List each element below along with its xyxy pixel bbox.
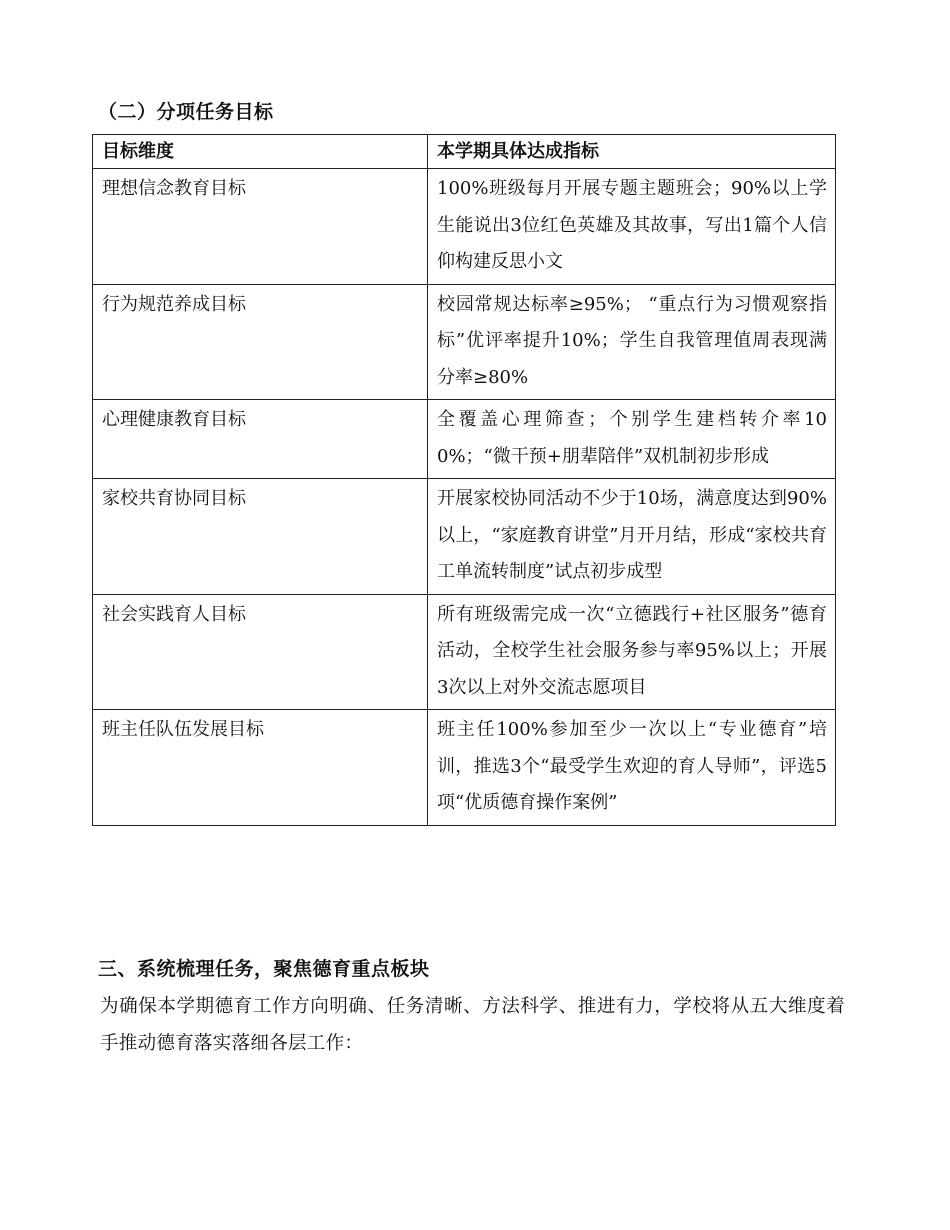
row-dimension: 行为规范养成目标 (93, 284, 428, 400)
row-indicator: 开展家校协同活动不少于10场，满意度达到90%以上，“家庭教育讲堂”月开月结，形成“家校共育工单流转制度”试点初步成型 (428, 479, 836, 595)
header-indicator: 本学期具体达成指标 (428, 135, 836, 169)
table-row (93, 400, 836, 479)
table-row (93, 594, 836, 710)
body-paragraph: 为确保本学期德育工作方向明确、任务清晰、方法科学、推进有力，学校将从五大维度着手推动德育落实落细各层工作： (100, 996, 845, 1054)
header-dimension: 目标维度 (93, 135, 428, 169)
row-dimension: 家校共育协同目标 (93, 479, 428, 595)
task-targets-table (92, 134, 836, 826)
row-indicator: 校园常规达标率≥95%； “重点行为习惯观察指标”优评率提升10%；学生自我管理值周表现满分率≥80% (428, 284, 836, 400)
table-row (93, 284, 836, 400)
row-dimension: 社会实践育人目标 (93, 594, 428, 710)
table-header-row (93, 135, 836, 169)
row-indicator: 100%班级每月开展专题主题班会；90%以上学生能说出3位红色英雄及其故事，写出1篇个人信仰构建反思小文 (428, 169, 836, 285)
section-heading: 三、系统梳理任务，聚焦德育重点板块 (98, 958, 430, 980)
table-row (93, 479, 836, 595)
subsection-heading: （二）分项任务目标 (98, 101, 274, 123)
row-dimension: 理想信念教育目标 (93, 169, 428, 285)
row-indicator: 全覆盖心理筛查；个别学生建档转介率100%；“微干预+朋辈陪伴”双机制初步形成 (428, 400, 836, 479)
table-row (93, 169, 836, 285)
row-indicator: 班主任100%参加至少一次以上“专业德育”培训，推选3个“最受学生欢迎的育人导师”，评选5项“优质德育操作案例” (428, 710, 836, 826)
row-dimension: 班主任队伍发展目标 (93, 710, 428, 826)
row-indicator: 所有班级需完成一次“立德践行+社区服务”德育活动，全校学生社会服务参与率95%以上；开展3次以上对外交流志愿项目 (428, 594, 836, 710)
row-dimension: 心理健康教育目标 (93, 400, 428, 479)
table-row (93, 710, 836, 826)
